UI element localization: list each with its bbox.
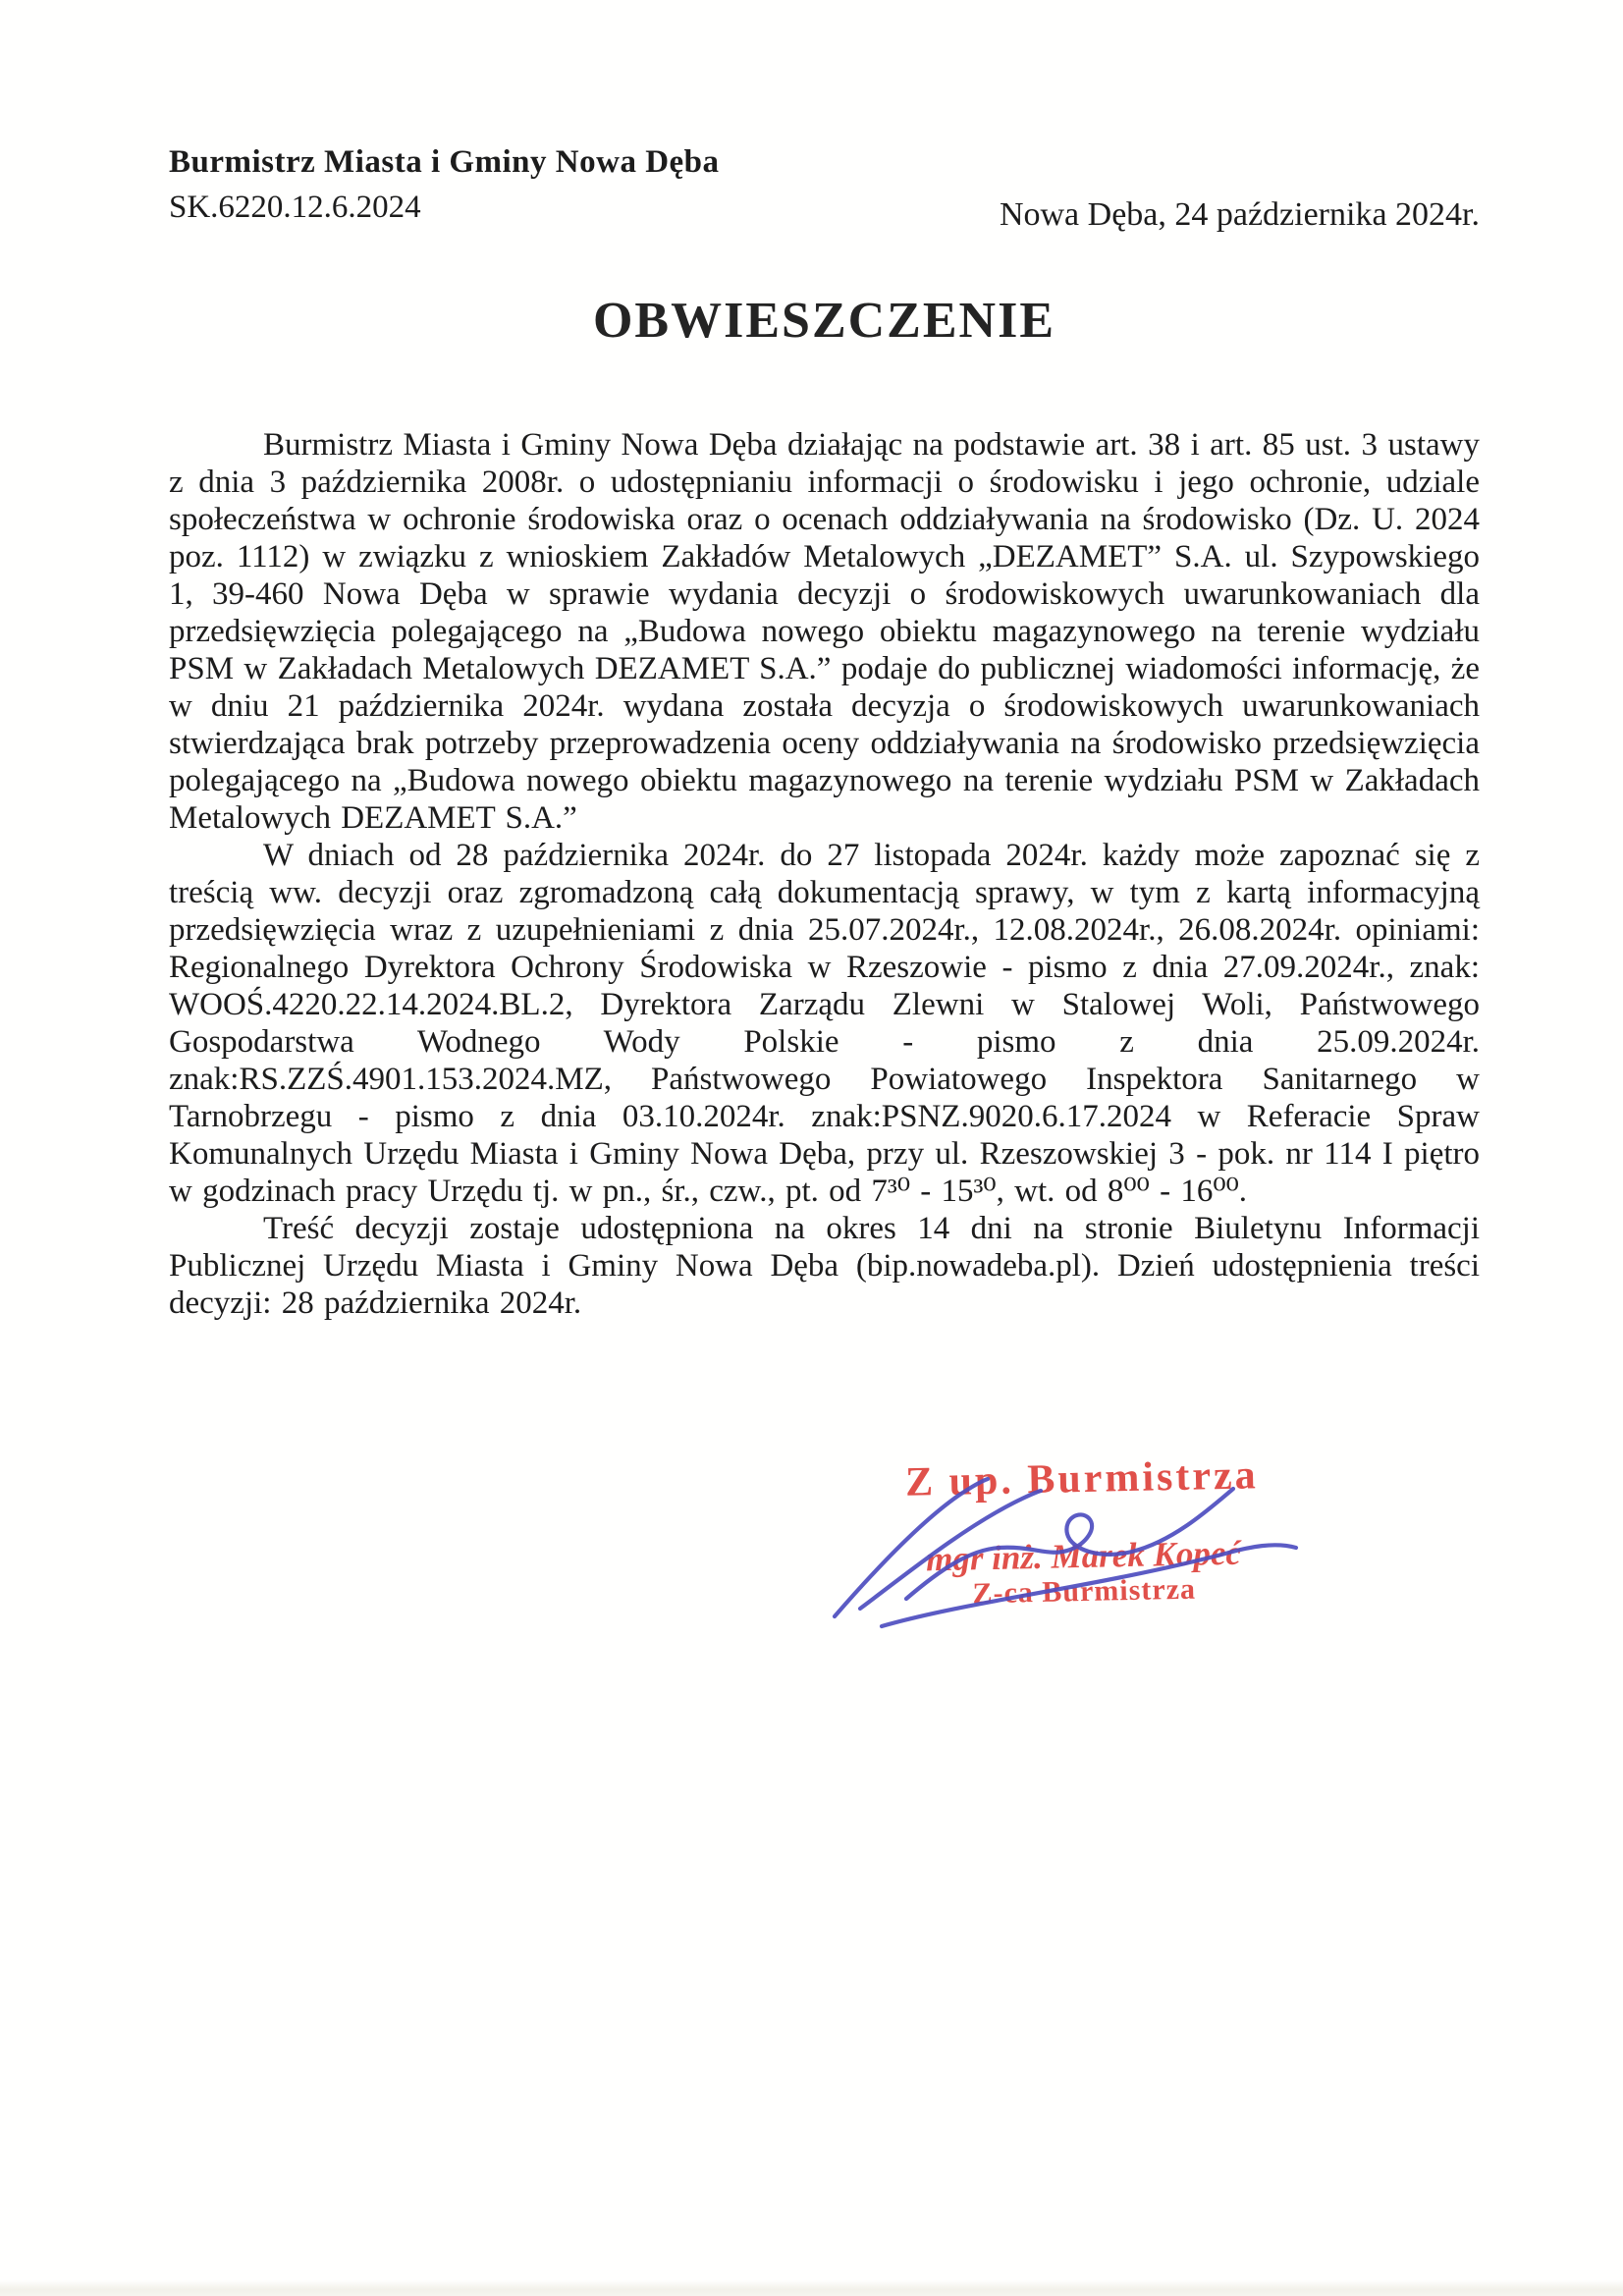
- stamp-authorization-text: Z up. Burmistrza: [904, 1452, 1260, 1505]
- paragraph-legal-basis: Burmistrz Miasta i Gminy Nowa Dęba działając na podstawie art. 38 i art. 85 ust. 3 ustawy z dnia 3 października 2008r. o udostępnianiu informacji o środowisku i jego ochronie, udziale społeczeństwa w ochronie środowiska oraz o ocenach oddziaływania na środowisko (Dz. U. 2024 poz. 1112) w związku z wnioskiem Zakładów Metalowych „DEZAMET” S.A. ul. Szypowskiego 1, 39-460 Nowa Dęba w sprawie wydania decyzji o środowiskowych uwarunkowaniach dla przedsięwzięcia polegającego na „Budowa nowego obiektu magazynowego na terenie wydziału PSM w Zakładach Metalowych DEZAMET S.A.” podaje do publicznej wiadomości informację, że w dniu 21 października 2024r. wydana została decyzja o środowiskowych uwarunkowaniach stwierdzająca brak potrzeby przeprowadzenia oceny oddziaływania na środowisko przedsięwzięcia polegającego na „Budowa nowego obiektu magazynowego na terenie wydziału PSM w Zakładach Metalowych DEZAMET S.A.”: [169, 427, 1480, 836]
- paragraph-publication-info: Treść decyzji zostaje udostępniona na okres 14 dni na stronie Biuletynu Informacji Publicznej Urzędu Miasta i Gminy Nowa Dęba (bip.nowadeba.pl). Dzień udostępnienia treści decyzji: 28 października 2024r.: [169, 1211, 1480, 1321]
- document-content: [169, 142, 1480, 1322]
- issuer-name: Burmistrz Miasta i Gminy Nowa Dęba: [169, 144, 720, 180]
- document-header: [169, 142, 1480, 235]
- reference-row: [169, 188, 1480, 235]
- paragraph-inspection-period: W dniach od 28 października 2024r. do 27 listopada 2024r. każdy może zapoznać się z treścią ww. decyzji oraz zgromadzoną całą dokumentacją sprawy, w tym z kartą informacyjną przedsięwzięcia wraz z uzupełnieniami z dnia 25.07.2024r., 12.08.2024r., 26.08.2024r. opiniami: Regionalnego Dyrektora Ochrony Środowiska w Rzeszowie - pismo z dnia 27.09.2024r., znak: WOOŚ.4220.22.14.2024.BL.2, Dyrektora Zarządu Zlewni w Stalowej Woli, Państwowego Gospodarstwa Wodnego Wody Polskie - pismo z dnia 25.09.2024r. znak:RS.ZZŚ.4901.153.2024.MZ, Państwowego Powiatowego Inspektora Sanitarnego w Tarnobrzegu - pismo z dnia 03.10.2024r. znak:PSNZ.9020.6.17.2024 w Referacie Spraw Komunalnych Urzędu Miasta i Gminy Nowa Dęba, przy ul. Rzeszowskiej 3 - pok. nr 114 I piętro w godzinach pracy Urzędu tj. w pn., śr., czw., pt. od 7³⁰ - 15³⁰, wt. od 8⁰⁰ - 16⁰⁰.: [169, 838, 1480, 1209]
- case-number: SK.6220.12.6.2024: [169, 190, 421, 225]
- official-stamp: [850, 1450, 1315, 1613]
- scan-artifact-edge: [0, 2280, 1623, 2296]
- document-body: [169, 426, 1480, 1322]
- stamp-signer-name: mgr inż. Marek Kopeć: [925, 1533, 1242, 1579]
- place-and-date: Nowa Dęba, 24 października 2024r.: [999, 196, 1480, 233]
- document-title: OBWIESZCZENIE: [592, 293, 1056, 349]
- stamp-signer-position: Z-ca Burmistrza: [972, 1572, 1197, 1611]
